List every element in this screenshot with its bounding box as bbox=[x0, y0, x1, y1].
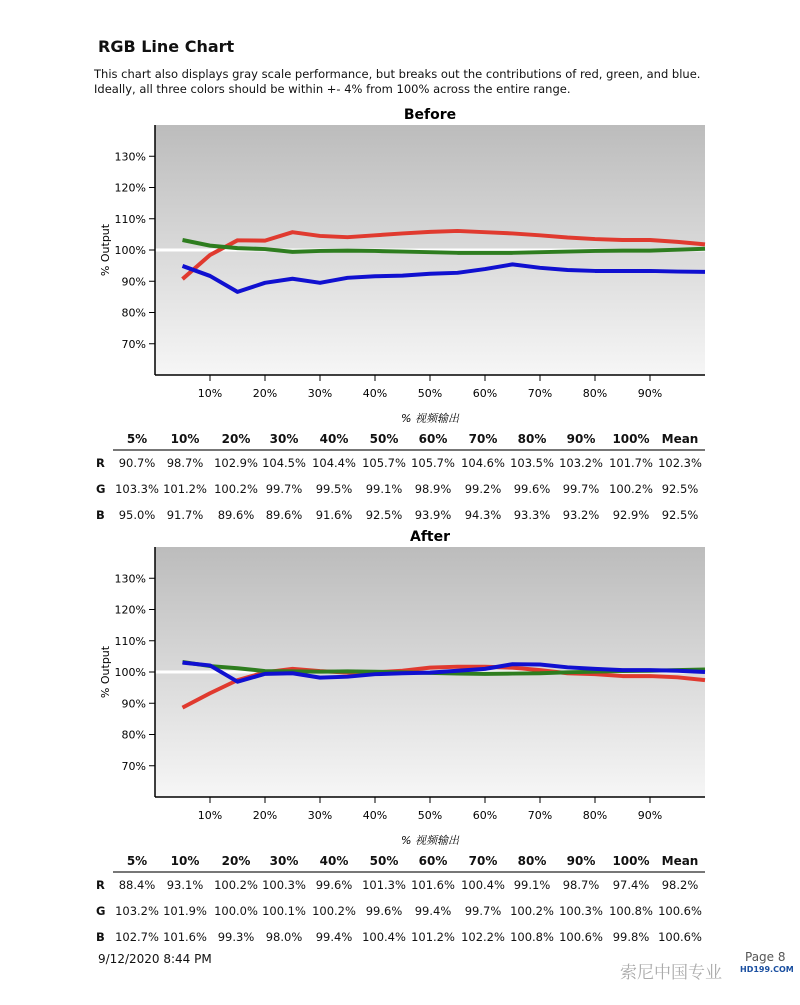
table-cell: 100.2% bbox=[609, 482, 653, 496]
table-cell: 92.5% bbox=[365, 508, 403, 522]
row-label: B bbox=[96, 930, 105, 944]
x-tick-label: 40% bbox=[362, 387, 388, 400]
table-cell: 100.4% bbox=[362, 930, 406, 944]
column-header: 5% bbox=[126, 432, 148, 446]
table-cell: 104.6% bbox=[461, 456, 505, 470]
table-cell: 99.7% bbox=[265, 482, 303, 496]
table-cell: 99.3% bbox=[217, 930, 255, 944]
description-line-2: Ideally, all three colors should be within +- 4% from 100% across the entire range. bbox=[94, 82, 571, 96]
y-tick-label: 100% bbox=[114, 666, 146, 679]
table-cell: 91.6% bbox=[315, 508, 353, 522]
y-tick-label: 110% bbox=[114, 212, 146, 226]
y-tick-label: 130% bbox=[114, 572, 146, 586]
header-divider bbox=[113, 871, 705, 873]
table-cell: 101.2% bbox=[411, 930, 455, 944]
x-tick-label: 30% bbox=[307, 809, 333, 822]
column-header: Mean bbox=[661, 432, 699, 446]
table-cell: 100.2% bbox=[214, 482, 258, 496]
description-line-1: This chart also displays gray scale performance, but breaks out the contributions of red, green, and blue. bbox=[94, 67, 701, 81]
table-cell: 102.3% bbox=[658, 456, 702, 470]
table-cell: 90.7% bbox=[118, 456, 156, 470]
row-label: R bbox=[96, 878, 105, 892]
column-header: 100% bbox=[612, 432, 650, 446]
y-axis-label: % Output bbox=[99, 223, 112, 277]
table-cell: 100.2% bbox=[312, 904, 356, 918]
table-cell: 100.2% bbox=[510, 904, 554, 918]
table-cell: 100.3% bbox=[559, 904, 603, 918]
y-tick-label: 80% bbox=[121, 306, 146, 320]
x-tick-label: 50% bbox=[417, 809, 443, 822]
table-cell: 93.9% bbox=[414, 508, 452, 522]
table-cell: 99.2% bbox=[464, 482, 502, 496]
column-header: 60% bbox=[418, 432, 448, 446]
table-cell: 98.2% bbox=[661, 878, 699, 892]
table-cell: 103.2% bbox=[559, 456, 603, 470]
table-cell: 91.7% bbox=[166, 508, 204, 522]
table-cell: 101.6% bbox=[163, 930, 207, 944]
row-label: R bbox=[96, 456, 105, 470]
table-cell: 100.4% bbox=[461, 878, 505, 892]
table-cell: 102.2% bbox=[461, 930, 505, 944]
y-tick-label: 110% bbox=[114, 634, 146, 648]
table-cell: 102.9% bbox=[214, 456, 258, 470]
chart-title: After bbox=[409, 529, 451, 545]
x-axis-label: % 视频输出 bbox=[401, 412, 459, 425]
table-cell: 99.6% bbox=[365, 904, 403, 918]
column-header: 30% bbox=[269, 432, 299, 446]
column-header: 70% bbox=[468, 432, 498, 446]
table-cell: 92.5% bbox=[661, 508, 699, 522]
table-cell: 89.6% bbox=[217, 508, 255, 522]
column-header: 90% bbox=[566, 432, 596, 446]
header-divider bbox=[113, 449, 705, 451]
x-tick-label: 20% bbox=[252, 387, 278, 400]
column-header: 10% bbox=[170, 432, 200, 446]
table-cell: 104.4% bbox=[312, 456, 356, 470]
column-header: 50% bbox=[369, 432, 399, 446]
row-label: G bbox=[96, 482, 106, 496]
column-header: 80% bbox=[517, 854, 547, 868]
y-tick-label: 70% bbox=[121, 759, 146, 773]
x-tick-label: 30% bbox=[307, 387, 333, 400]
table-cell: 100.1% bbox=[262, 904, 306, 918]
table-cell: 100.6% bbox=[658, 904, 702, 918]
footer-date: 9/12/2020 8:44 PM bbox=[98, 952, 212, 966]
column-header: 50% bbox=[369, 854, 399, 868]
x-tick-label: 50% bbox=[417, 387, 443, 400]
column-header: 10% bbox=[170, 854, 200, 868]
table-cell: 100.8% bbox=[609, 904, 653, 918]
column-header: 80% bbox=[517, 432, 547, 446]
table-cell: 100.0% bbox=[214, 904, 258, 918]
x-tick-label: 40% bbox=[362, 809, 388, 822]
y-tick-label: 120% bbox=[114, 603, 146, 617]
table-cell: 99.5% bbox=[315, 482, 353, 496]
y-tick-label: 130% bbox=[114, 150, 146, 164]
table-cell: 99.1% bbox=[513, 878, 551, 892]
y-tick-label: 70% bbox=[121, 337, 146, 351]
column-header: 30% bbox=[269, 854, 299, 868]
table-cell: 93.1% bbox=[166, 878, 204, 892]
y-axis-label: % Output bbox=[99, 645, 112, 699]
column-header: 90% bbox=[566, 854, 596, 868]
row-label: G bbox=[96, 904, 106, 918]
column-header: 60% bbox=[418, 854, 448, 868]
column-header: 20% bbox=[221, 854, 251, 868]
row-label: B bbox=[96, 508, 105, 522]
table-cell: 100.3% bbox=[262, 878, 306, 892]
table-cell: 93.2% bbox=[562, 508, 600, 522]
table-cell: 92.9% bbox=[612, 508, 650, 522]
y-tick-label: 80% bbox=[121, 728, 146, 742]
table-cell: 101.6% bbox=[411, 878, 455, 892]
table-cell: 101.3% bbox=[362, 878, 406, 892]
table-cell: 100.8% bbox=[510, 930, 554, 944]
x-tick-label: 80% bbox=[582, 809, 608, 822]
x-tick-label: 70% bbox=[527, 387, 553, 400]
table-cell: 99.6% bbox=[513, 482, 551, 496]
y-tick-label: 120% bbox=[114, 181, 146, 195]
table-cell: 103.3% bbox=[115, 482, 159, 496]
page-title: RGB Line Chart bbox=[98, 37, 235, 56]
table-cell: 100.6% bbox=[658, 930, 702, 944]
table-cell: 99.7% bbox=[464, 904, 502, 918]
table-cell: 99.4% bbox=[315, 930, 353, 944]
table-cell: 103.5% bbox=[510, 456, 554, 470]
table-cell: 99.6% bbox=[315, 878, 353, 892]
table-cell: 88.4% bbox=[118, 878, 156, 892]
x-tick-label: 60% bbox=[472, 387, 498, 400]
x-tick-label: 60% bbox=[472, 809, 498, 822]
table-cell: 100.6% bbox=[559, 930, 603, 944]
table-cell: 101.9% bbox=[163, 904, 207, 918]
x-axis-label: % 视频输出 bbox=[401, 834, 459, 847]
table-cell: 98.7% bbox=[562, 878, 600, 892]
x-tick-label: 20% bbox=[252, 809, 278, 822]
table-cell: 105.7% bbox=[411, 456, 455, 470]
table-cell: 102.7% bbox=[115, 930, 159, 944]
table-cell: 99.8% bbox=[612, 930, 650, 944]
table-cell: 93.3% bbox=[513, 508, 551, 522]
table-cell: 103.2% bbox=[115, 904, 159, 918]
x-tick-label: 90% bbox=[637, 387, 663, 400]
x-tick-label: 10% bbox=[197, 387, 223, 400]
column-header: Mean bbox=[661, 854, 699, 868]
table-cell: 97.4% bbox=[612, 878, 650, 892]
table-cell: 95.0% bbox=[118, 508, 156, 522]
x-tick-label: 10% bbox=[197, 809, 223, 822]
table-cell: 99.7% bbox=[562, 482, 600, 496]
column-header: 20% bbox=[221, 432, 251, 446]
y-tick-label: 90% bbox=[121, 275, 146, 289]
footer-page: Page 8 bbox=[745, 950, 786, 964]
table-cell: 89.6% bbox=[265, 508, 303, 522]
chart-title: Before bbox=[403, 107, 457, 123]
table-cell: 105.7% bbox=[362, 456, 406, 470]
table-cell: 98.9% bbox=[414, 482, 452, 496]
column-header: 5% bbox=[126, 854, 148, 868]
table-cell: 101.2% bbox=[163, 482, 207, 496]
watermark-logo: HD199.COM bbox=[740, 965, 794, 974]
column-header: 70% bbox=[468, 854, 498, 868]
table-cell: 94.3% bbox=[464, 508, 502, 522]
y-tick-label: 90% bbox=[121, 697, 146, 711]
x-tick-label: 70% bbox=[527, 809, 553, 822]
x-tick-label: 80% bbox=[582, 387, 608, 400]
table-cell: 92.5% bbox=[661, 482, 699, 496]
column-header: 40% bbox=[319, 854, 349, 868]
table-cell: 98.7% bbox=[166, 456, 204, 470]
column-header: 100% bbox=[612, 854, 650, 868]
y-tick-label: 100% bbox=[114, 244, 146, 257]
table-cell: 99.4% bbox=[414, 904, 452, 918]
table-cell: 98.0% bbox=[265, 930, 303, 944]
table-cell: 104.5% bbox=[262, 456, 306, 470]
table-cell: 99.1% bbox=[365, 482, 403, 496]
table-cell: 100.2% bbox=[214, 878, 258, 892]
table-cell: 101.7% bbox=[609, 456, 653, 470]
x-tick-label: 90% bbox=[637, 809, 663, 822]
column-header: 40% bbox=[319, 432, 349, 446]
watermark-text: 索尼中国专业 bbox=[620, 963, 722, 983]
